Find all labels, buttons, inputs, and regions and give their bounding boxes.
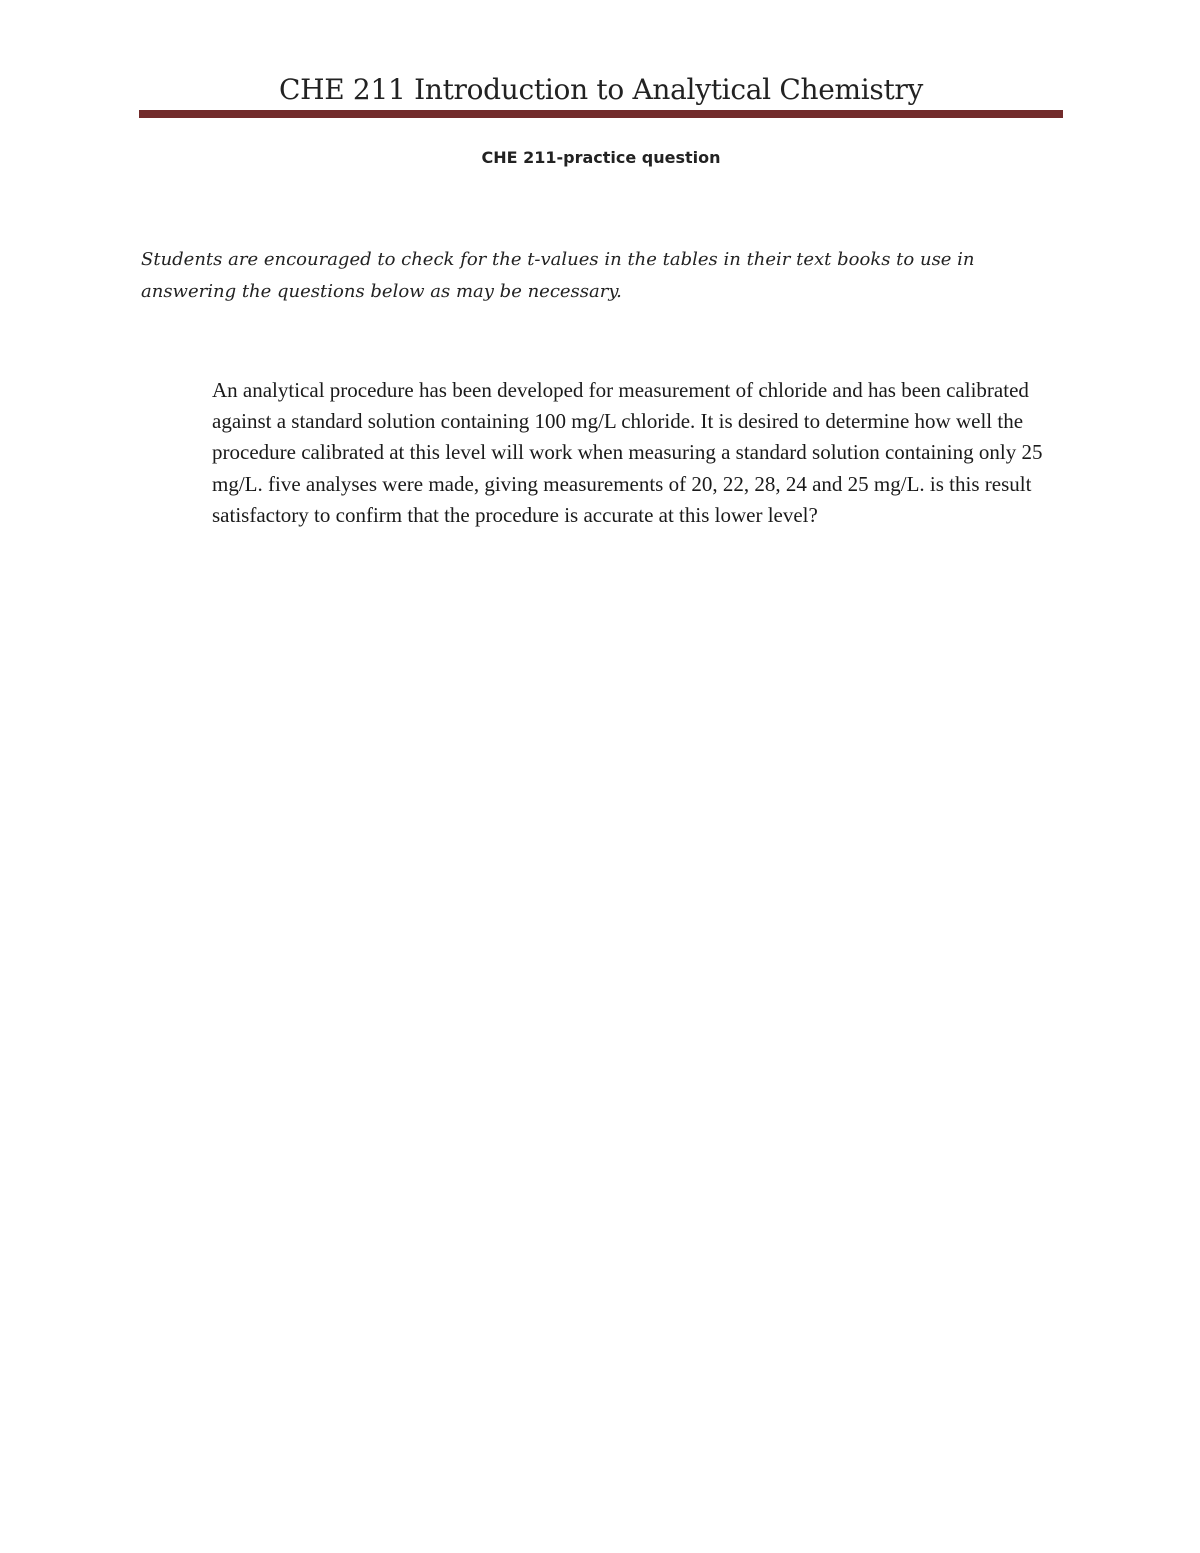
document-title: CHE 211 Introduction to Analytical Chemistry — [278, 73, 924, 106]
document-subtitle: CHE 211-practice question — [481, 148, 721, 167]
question-paragraph: An analytical procedure has been developed for measurement of chloride and has been calibrated against a standard solution containing 100 mg/L chloride. It is desired to determine how well the procedure calibrated at this level will work when measuring a standard solution containing only 25 mg/L. five analyses were made, giving measurements of 20, 22, 28, 24 and 25 mg/L. is this result satisfactory to confirm that the procedure is accurate at this lower level? — [212, 378, 1043, 527]
instruction-paragraph: Students are encouraged to check for the t-values in the tables in their text books to use in answering the questions below as may be necessary. — [141, 249, 975, 302]
title-underline-rule — [139, 110, 1063, 118]
